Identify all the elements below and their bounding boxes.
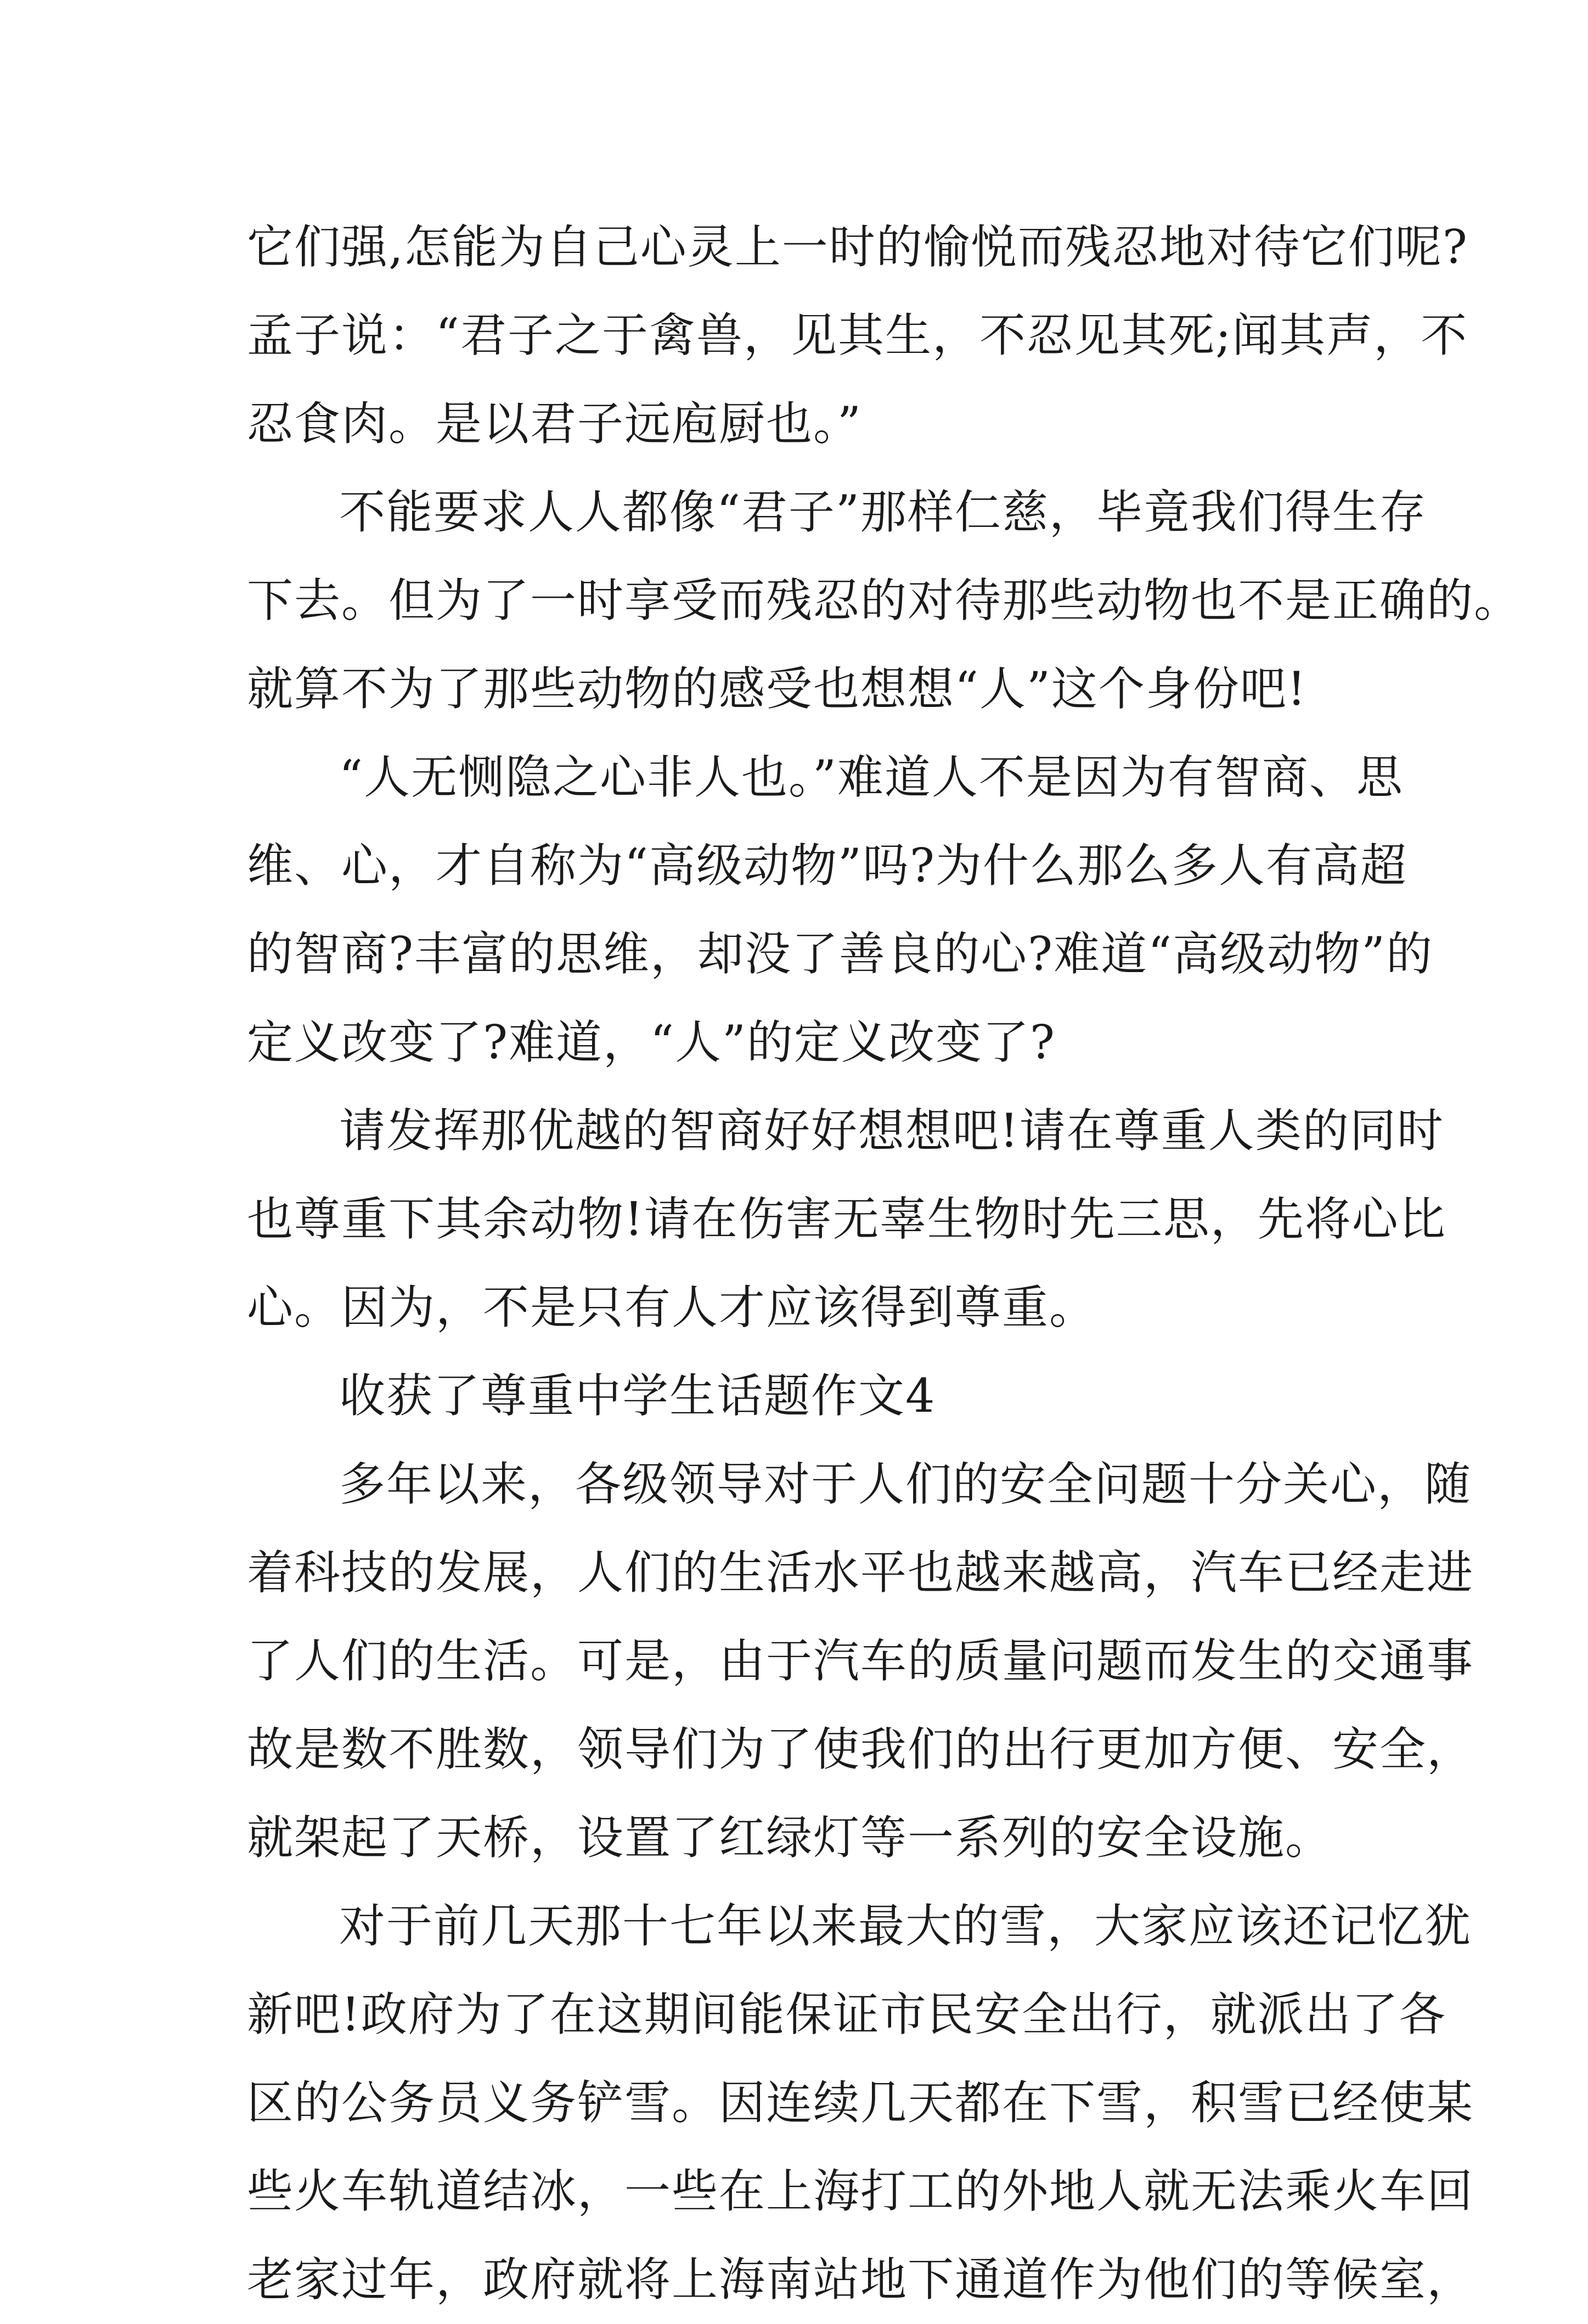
text-line: 新吧!政府为了在这期间能保证市民安全出行，就派出了各 [247,1988,1446,2041]
text-line: 下去。但为了一时享受而残忍的对待那些动物也不是正确的。 [247,574,1522,627]
text-line: 它们强,怎能为自己心灵上一时的愉悦而残忍地对待它们呢? [247,220,1468,274]
text-line: 维、心，才自称为“高级动物”吗?为什么那么多人有高超 [247,839,1407,892]
text-line: 对于前几天那十七年以来最大的雪，大家应该还记忆犹 [339,1899,1472,1953]
text-line: 多年以来，各级领导对于人们的安全问题十分关心，随 [339,1457,1472,1511]
text-line: 不能要求人人都像“君子”那样仁慈，毕竟我们得生存 [339,485,1427,539]
text-line: 了人们的生活。可是，由于汽车的质量问题而发生的交通事 [247,1634,1474,1688]
text-line: 忍食肉。是以君子远庖厨也。” [247,397,862,451]
text-line: 着科技的发展，人们的生活水平也越来越高，汽车已经走进 [247,1546,1474,1599]
text-line: “人无恻隐之心非人也。”难道人不是因为有智商、思 [339,750,1404,804]
text-line: 的智商?丰富的思维，却没了善良的心?难道“高级动物”的 [247,927,1433,981]
text-line: 就架起了天桥，设置了红绿灯等一系列的安全设施。 [247,1811,1333,1865]
text-line: 心。因为，不是只有人才应该得到尊重。 [247,1281,1097,1334]
text-line: 故是数不胜数，领导们为了使我们的出行更加方便、安全， [247,1722,1474,1776]
text-line: 些火车轨道结冰，一些在上海打工的外地人就无法乘火车回 [247,2164,1474,2218]
text-line: 定义改变了?难道，“人”的定义改变了? [247,1015,1056,1069]
text-line: 也尊重下其余动物!请在伤害无辜生物时先三思，先将心比 [247,1192,1446,1246]
text-line: 区的公务员义务铲雪。因连续几天都在下雪，积雪已经使某 [247,2076,1474,2130]
section-heading: 收获了尊重中学生话题作文4 [339,1369,936,1423]
document-body [247,203,1522,2324]
text-line: 老家过年，政府就将上海南站地下通道作为他们的等候室， [247,2253,1474,2306]
text-line: 就算不为了那些动物的感受也想想“人”这个身份吧! [247,662,1307,716]
text-line: 孟子说：“君子之于禽兽，见其生，不忍见其死;闻其声，不 [247,308,1468,362]
text-line: 请发挥那优越的智商好好想想吧!请在尊重人类的同时 [339,1104,1444,1158]
